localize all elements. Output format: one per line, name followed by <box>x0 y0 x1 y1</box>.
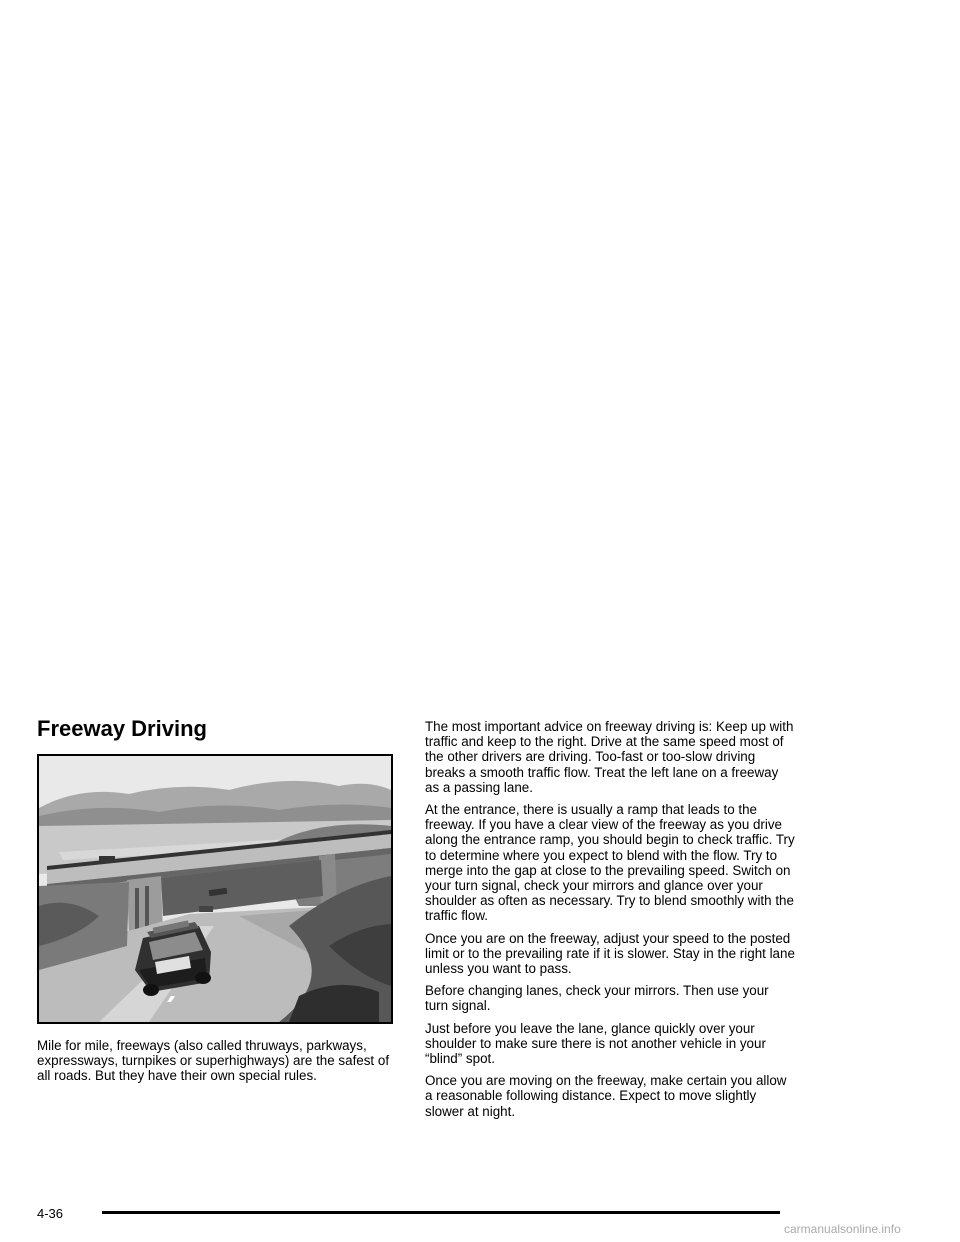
watermark: carmanualsonline.info <box>784 1222 901 1236</box>
paragraph: Once you are on the freeway, adjust your speed to the posted limit or to the prevailing rate if it is slower. Stay in the right lane unless you want to pass. <box>425 930 795 977</box>
page-number: 4-36 <box>37 1206 64 1221</box>
freeway-overpass-image <box>39 756 391 1022</box>
paragraph: At the entrance, there is usually a ramp that leads to the freeway. If you have a clear view of the freeway as you drive along the entrance ramp, you should begin to check traffic. Try to determine where you expect to blend with the flow. Try to merge into the gap at close to the prevailing speed. Switch on your turn signal, check your mirrors and glance over your shoulder as often as necessary. Try to blend smoothly with the traffic flow. <box>425 802 795 924</box>
paragraph: Once you are moving on the freeway, make certain you allow a reasonable following distance. Expect to move slightly slower at night. <box>425 1073 787 1119</box>
paragraph: The most important advice on freeway driving is: Keep up with traffic and keep to the right. Drive at the same speed most of the other drivers are driving. Too-fast or too-slow driving breaks a smooth traffic flow. Treat the left lane on a freeway as a passing lane. <box>425 719 794 795</box>
paragraph: Mile for mile, freeways (also called thruways, parkways, expressways, turnpikes or superhighways) are the safest of all roads. But they have their own special rules. <box>37 1038 390 1084</box>
right-column <box>425 719 795 1126</box>
freeway-illustration <box>37 754 393 1024</box>
footer-rule <box>102 1211 780 1214</box>
section-title: Freeway Driving <box>37 716 207 741</box>
paragraph: Just before you leave the lane, glance quickly over your shoulder to make sure there is not another vehicle in your “blind” spot. <box>425 1020 766 1067</box>
paragraph: Before changing lanes, check your mirrors. Then use your turn signal. <box>425 983 769 1014</box>
left-column <box>37 1038 397 1084</box>
